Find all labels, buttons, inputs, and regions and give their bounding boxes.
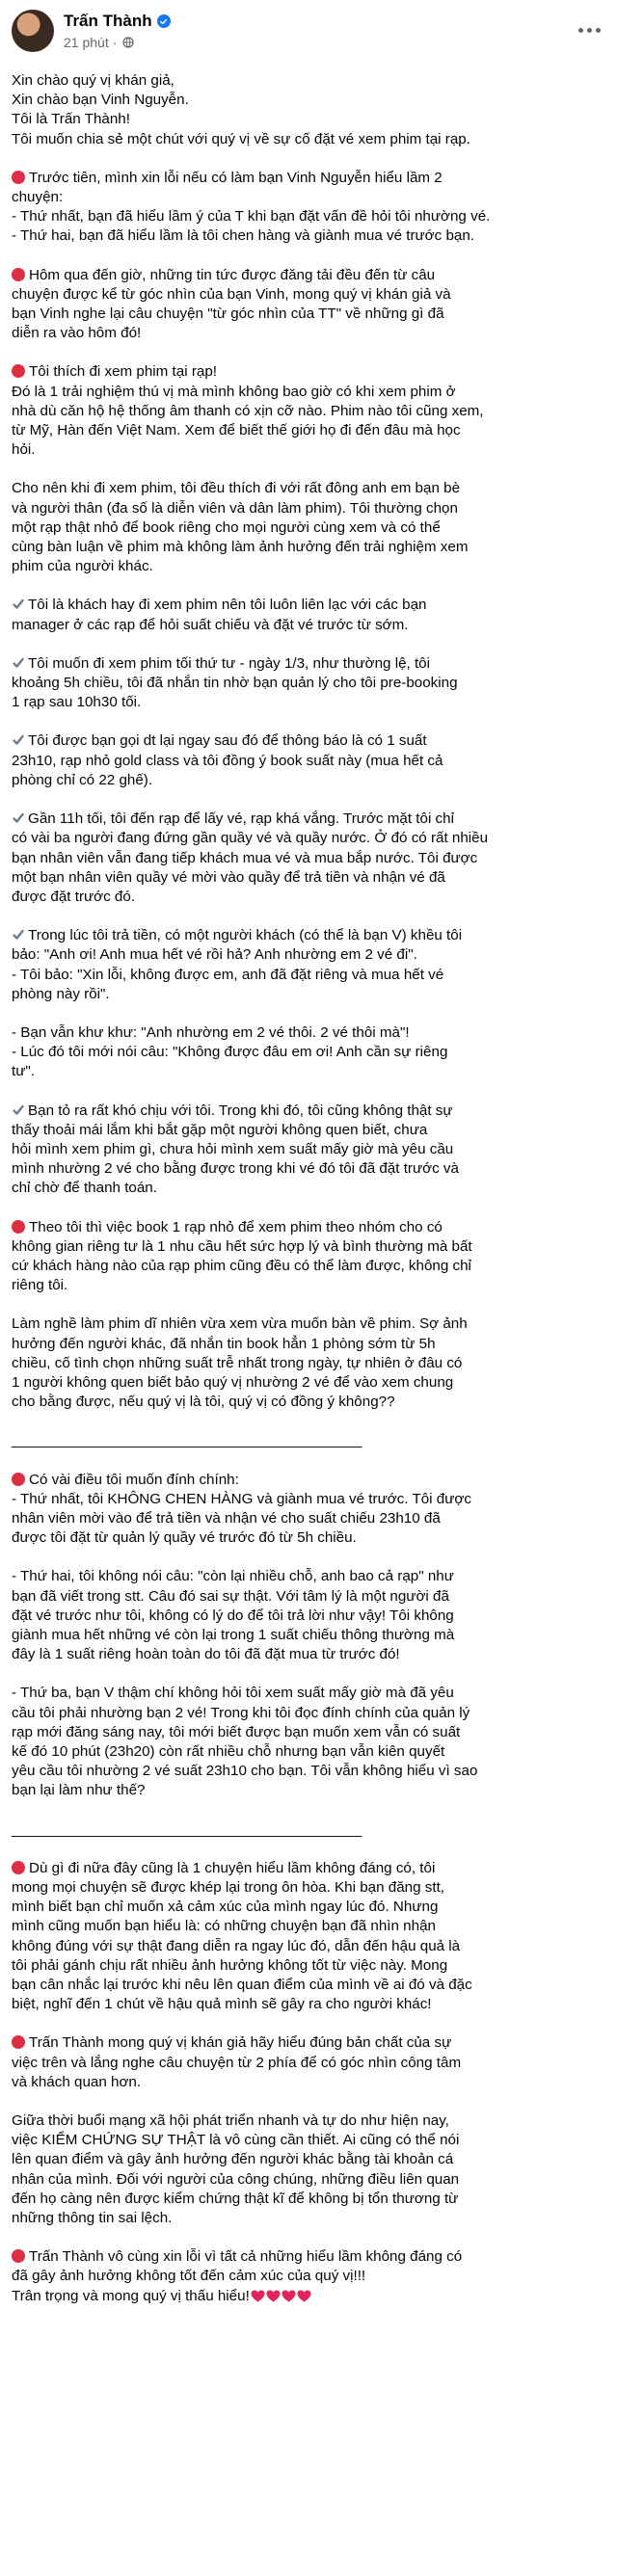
text-line: một bạn nhân viên quầy vé mời vào quầy để trả tiền và nhận vé đã bbox=[12, 868, 445, 886]
text-line: đến họ càng nên được kiểm chứng thật kĩ để không bị tổn thương từ bbox=[12, 2190, 459, 2207]
text-line: phòng chỉ có 22 ghế). bbox=[12, 771, 153, 788]
text-line bbox=[12, 169, 605, 188]
post-header bbox=[12, 10, 605, 71]
post-paragraph bbox=[12, 1315, 605, 1412]
text-line: hỏi. bbox=[12, 441, 36, 459]
line-text: Tôi thích đi xem phim tại rạp! bbox=[29, 363, 217, 381]
text-line: Cho nên khi đi xem phim, tôi đều thích đi với rất đông anh em bạn bè bbox=[12, 480, 461, 497]
text-line: yêu cầu tôi nhường 2 vé suất 23h10 cho bạn. Tôi vẫn không hiểu vì sao bbox=[12, 1763, 478, 1780]
text-line: mình cũng muốn bạn hiểu là: có những chuyện bạn đã nhìn nhận bbox=[12, 1918, 436, 1935]
post-paragraph bbox=[12, 2111, 605, 2228]
text-line: nhân viên mời vào để trả tiền và nhận vé cho suất chiếu 23h10 đã bbox=[12, 1509, 441, 1527]
post-paragraph bbox=[12, 169, 605, 247]
text-line: được đặt trước đó. bbox=[12, 888, 136, 905]
red-circle-icon bbox=[12, 1473, 25, 1486]
author-name[interactable]: Trấn Thành bbox=[64, 12, 152, 30]
text-line: cho bằng được, nếu quý vị là tôi, quý vị có đồng ý không?? bbox=[12, 1394, 395, 1411]
line-text: Trước tiên, mình xin lỗi nếu có làm bạn Vinh Nguyễn hiểu lầm 2 bbox=[29, 169, 443, 186]
author-info bbox=[12, 10, 171, 52]
text-line: việc trên và lắng nghe câu chuyện từ 2 phía để có góc nhìn công tâm bbox=[12, 2054, 462, 2071]
text-line: Giữa thời buổi mạng xã hội phát triển nhanh và tự do như hiện nay, bbox=[12, 2112, 449, 2130]
line-text: Hôm qua đến giờ, những tin tức được đăng tải đều đến từ câu bbox=[29, 266, 436, 283]
post-paragraph bbox=[12, 2033, 605, 2092]
line-text: Tôi là khách hay đi xem phim nên tôi luôn liên lạc với các bạn bbox=[28, 597, 427, 614]
text-line: diễn ra vào hôm đó! bbox=[12, 325, 142, 342]
text-line bbox=[12, 654, 605, 674]
text-line: - Thứ nhất, bạn đã hiểu lầm ý của T khi bạn đặt vấn đề hỏi tôi nhường vé. bbox=[12, 208, 491, 226]
post-paragraph bbox=[12, 596, 605, 634]
text-line: kế đó 10 phút (23h20) còn rất nhiều chỗ nhưng bạn vẫn kiên quyết bbox=[12, 1743, 445, 1761]
text-line bbox=[12, 731, 605, 751]
author-block bbox=[64, 12, 171, 50]
post-paragraph bbox=[12, 71, 605, 149]
text-line: riêng tôi. bbox=[12, 1277, 68, 1294]
text-line: bạn nhân viên vẫn đang tiếp khách mua vé và mua bắp nước. Tôi được bbox=[12, 849, 478, 866]
post-content bbox=[12, 71, 605, 2308]
text-line: phòng này rồi". bbox=[12, 985, 110, 1002]
check-mark-icon bbox=[12, 733, 25, 747]
text-line: - Lúc đó tôi mới nói câu: "Không được đâu em ơi! Anh cần sự riêng bbox=[12, 1044, 448, 1061]
line-text: Theo tôi thì việc book 1 rạp nhỏ để xem phim theo nhóm cho có bbox=[29, 1218, 443, 1235]
text-line: - Thứ ba, bạn V thậm chí không hỏi tôi xem suất mấy giờ mà đã yêu bbox=[12, 1685, 454, 1702]
red-circle-icon bbox=[12, 1861, 25, 1874]
section-divider bbox=[12, 1820, 605, 1840]
text-line: biệt, nghĩ đến 1 chút về hậu quả mình sẽ gây ra cho người khác! bbox=[12, 1996, 432, 2013]
post-meta bbox=[64, 35, 171, 50]
post-paragraph bbox=[12, 1218, 605, 1296]
text-line: cầu tôi phải nhường bạn 2 vé! Trong khi tôi đọc đính chính của quản lý bbox=[12, 1704, 470, 1721]
text-line: đã gây ảnh hưởng không tốt đến cảm xúc của quý vị!!! bbox=[12, 2268, 366, 2285]
text-line: manager ở các rạp để hỏi suất chiếu và đặt vé trước từ sớm. bbox=[12, 616, 409, 633]
text-line: bạn đã viết trong stt. Câu đó sai sự thật. Với tâm lý là một người đã bbox=[12, 1587, 449, 1605]
text-line: chuyện được kể từ góc nhìn của bạn Vinh, mong quý vị khán giả và bbox=[12, 285, 451, 303]
author-row bbox=[64, 12, 171, 31]
text-line bbox=[12, 1004, 605, 1023]
red-heart-icon bbox=[251, 2289, 265, 2302]
text-line bbox=[12, 1471, 605, 1490]
text-line: - Thứ hai, bạn đã hiểu lầm là tôi chen hàng và giành mua vé trước bạn. bbox=[12, 227, 475, 245]
text-line: chỉ chờ để thanh toán. bbox=[12, 1180, 157, 1197]
red-circle-icon bbox=[12, 171, 25, 184]
post-paragraph bbox=[12, 731, 605, 790]
text-line bbox=[12, 596, 605, 615]
text-line bbox=[12, 1102, 605, 1121]
text-line bbox=[12, 1218, 605, 1237]
line-text: Trấn Thành mong quý vị khán giả hãy hiểu đúng bản chất của sự bbox=[29, 2034, 452, 2052]
text-line: - Thứ hai, tôi không nói câu: "còn lại nhiều chỗ, anh bao cả rạp" như bbox=[12, 1568, 454, 1585]
verified-badge-icon bbox=[157, 14, 171, 28]
text-line: ___________________________________________ bbox=[12, 1432, 362, 1449]
text-line: đặt vé trước như tôi, không có lý do để tôi trả lời như vậy! Tôi không bbox=[12, 1607, 454, 1624]
text-line: nhà dù căn hộ hệ thống âm thanh có xịn cỡ nào. Phim nào tôi cũng xem, bbox=[12, 402, 484, 419]
post-paragraph bbox=[12, 362, 605, 460]
text-line: và khách quan hơn. bbox=[12, 2073, 142, 2090]
post-paragraph bbox=[12, 2247, 605, 2308]
text-line: một rạp thật nhỏ để book riêng cho mọi người cùng xem và có thể bbox=[12, 518, 441, 536]
text-line: bạn Vinh nghe lại câu chuyện "từ góc nhìn của TT" về những gì đã bbox=[12, 305, 444, 323]
red-heart-icon bbox=[297, 2289, 311, 2302]
text-line: chuyện: bbox=[12, 189, 64, 206]
post-paragraph bbox=[12, 479, 605, 576]
text-line: bạn cân nhắc lại trước khi nêu lên quan điểm của mình về ai đó và đặc bbox=[12, 1977, 472, 1994]
line-text: Bạn tỏ ra rất khó chịu với tôi. Trong khi đó, tôi cũng không thật sự bbox=[28, 1102, 453, 1119]
post-time[interactable]: 21 phút bbox=[64, 35, 109, 50]
red-circle-icon bbox=[12, 2035, 25, 2049]
section-divider bbox=[12, 1431, 605, 1450]
text-line: việc KIỂM CHỨNG SỰ THẬT là vô cùng cần thiết. Ai cũng có thể nói bbox=[12, 2132, 460, 2149]
text-line: 1 rạp sau 10h30 tối. bbox=[12, 694, 142, 711]
text-line: những thông tin sai lệch. bbox=[12, 2210, 173, 2227]
meta-separator: · bbox=[112, 35, 118, 50]
text-line: bạn lại làm như thế? bbox=[12, 1782, 146, 1799]
line-text: Có vài điều tôi muốn đính chính: bbox=[29, 1471, 239, 1488]
avatar[interactable] bbox=[12, 10, 54, 52]
text-line bbox=[12, 1548, 605, 1567]
text-line: thấy thoải mái lắm khi bắt gặp một người không quen biết, chưa bbox=[12, 1121, 428, 1138]
text-line: hỏi mình xem phim gì, chưa hỏi mình xem suất mấy giờ mà yêu cầu bbox=[12, 1140, 454, 1157]
text-line: - Thứ nhất, tôi KHÔNG CHEN HÀNG và giành mua vé trước. Tôi được bbox=[12, 1490, 471, 1507]
line-text: Dù gì đi nữa đây cũng là 1 chuyện hiểu lầm không đáng có, tôi bbox=[29, 1859, 436, 1876]
text-line: giành mua hết những vé còn lại trong 1 suất chiếu thông thường mà bbox=[12, 1627, 455, 1643]
post-paragraph bbox=[12, 266, 605, 344]
text-line bbox=[12, 810, 605, 829]
check-mark-icon bbox=[12, 811, 25, 825]
line-text: Trấn Thành vô cùng xin lỗi vì tất cả những hiểu lầm không đáng có bbox=[29, 2248, 463, 2266]
line-text: Trân trọng và mong quý vị thấu hiểu! bbox=[12, 2287, 250, 2304]
text-line: lên quan điểm và gây ảnh hưởng đến người khác bằng tài khoản cá bbox=[12, 2151, 454, 2168]
hearts-group bbox=[250, 2289, 311, 2308]
text-line: Xin chào quý vị khán giả, bbox=[12, 72, 174, 89]
red-heart-icon bbox=[282, 2289, 296, 2302]
text-line: đây là 1 suất riêng hoàn toàn do tôi đã đặt mua từ trước đó! bbox=[12, 1646, 400, 1663]
text-line: hưởng đến người khác, đã nhắn tin book hẳn 1 phòng sớm từ 5h bbox=[12, 1335, 436, 1352]
text-line: được tôi đặt từ quản lý quầy vé trước đó từ 5h chiều. bbox=[12, 1529, 357, 1547]
text-line: - Bạn vẫn khư khư: "Anh nhường em 2 vé thôi. 2 vé thôi mà"! bbox=[12, 1023, 410, 1041]
text-line bbox=[12, 1859, 605, 1878]
globe-icon bbox=[122, 37, 134, 48]
text-line: mình nhường 2 vé cho bằng được trong khi vé đó tôi đã đặt trước và bbox=[12, 1160, 459, 1178]
red-circle-icon bbox=[12, 1220, 25, 1234]
text-line: Đó là 1 trải nghiệm thú vị mà mình không bao giờ có khi xem phim ở bbox=[12, 383, 456, 400]
line-text: Gần 11h tối, tôi đến rạp để lấy vé, rạp khá vắng. Trước mặt tôi chỉ bbox=[28, 810, 454, 828]
check-mark-icon bbox=[12, 598, 25, 611]
line-text: Tôi được bạn gọi dt lại ngay sau đó để thông báo là có 1 suất bbox=[28, 732, 427, 750]
text-line: chiều, cố tình chọn những suất trễ nhất trong ngày, tự nhiên ở đâu có bbox=[12, 1354, 463, 1371]
post-paragraph bbox=[12, 1471, 605, 1801]
text-line: tư". bbox=[12, 1063, 35, 1080]
text-line bbox=[12, 362, 605, 382]
red-circle-icon bbox=[12, 2249, 25, 2263]
text-line: mong mọi chuyện sẽ được khép lại trong ôn hòa. Khi bạn đăng stt, bbox=[12, 1879, 445, 1897]
text-line: Làm nghề làm phim dĩ nhiên vừa xem vừa muốn bàn về phim. Sợ ảnh bbox=[12, 1315, 468, 1333]
post-paragraph bbox=[12, 926, 605, 1081]
text-line: khoảng 5h chiều, tôi đã nhắn tin nhờ bạn quản lý cho tôi pre-booking bbox=[12, 675, 458, 692]
text-line: không gian riêng tư là 1 nhu cầu hết sức hợp lý và bình thường mà bất bbox=[12, 1237, 472, 1255]
check-mark-icon bbox=[12, 928, 25, 942]
text-line bbox=[12, 266, 605, 285]
text-line: phim của người khác. bbox=[12, 558, 153, 575]
text-line: mình biết bạn chỉ muốn xả cảm xúc của mình ngay lúc đó. Nhưng bbox=[12, 1899, 439, 1916]
text-line: Tôi là Trấn Thành! bbox=[12, 111, 130, 128]
post-paragraph bbox=[12, 1859, 605, 2015]
text-line bbox=[12, 1664, 605, 1684]
text-line bbox=[12, 926, 605, 945]
text-line: bảo: "Anh ơi! Anh mua hết vé rồi hả? Anh nhường em 2 vé đi". bbox=[12, 946, 417, 964]
text-line: và người thân (đa số là diễn viên và dân làm phim). Tôi thường chọn bbox=[12, 499, 458, 517]
text-line: nhân của mình. Đối với người của công chúng, những điều liên quan bbox=[12, 2170, 460, 2188]
text-line bbox=[12, 2287, 605, 2308]
more-options-icon[interactable] bbox=[573, 13, 605, 46]
red-circle-icon bbox=[12, 364, 25, 378]
post-paragraph bbox=[12, 654, 605, 713]
text-line: - Tôi bảo: "Xin lỗi, không được em, anh đã đặt riêng và mua hết vé bbox=[12, 966, 444, 983]
line-text: Trong lúc tôi trả tiền, có một người khách (có thể là bạn V) khều tôi bbox=[28, 927, 463, 944]
red-heart-icon bbox=[266, 2289, 281, 2302]
line-text: Tôi muốn đi xem phim tối thứ tư - ngày 1/3, như thường lệ, tôi bbox=[28, 654, 431, 672]
text-line: Xin chào bạn Vinh Nguyễn. bbox=[12, 92, 189, 109]
text-line: không đúng với sự thật đang diễn ra ngay lúc đó, dẫn đến hậu quả là bbox=[12, 1937, 461, 1954]
post-paragraph bbox=[12, 810, 605, 907]
text-line bbox=[12, 2033, 605, 2053]
text-line: 23h10, rạp nhỏ gold class và tôi đồng ý book suất này (mua hết cả bbox=[12, 752, 443, 769]
red-circle-icon bbox=[12, 268, 25, 281]
text-line: có vài ba người đang đứng gần quầy vé và quầy nước. Ở đó có rất nhiều bbox=[12, 830, 489, 847]
text-line: Tôi muốn chia sẻ một chút với quý vị về sự cố đặt vé xem phim tại rạp. bbox=[12, 130, 470, 147]
text-line: cùng bàn luận về phim mà không làm ảnh hưởng đến trải nghiệm xem bbox=[12, 539, 469, 556]
text-line: tôi phải gánh chịu rất nhiều ảnh hưởng không tốt từ việc này. Mong bbox=[12, 1956, 448, 1974]
post-paragraph bbox=[12, 1102, 605, 1199]
check-mark-icon bbox=[12, 656, 25, 670]
text-line: rạp mới đăng sáng nay, tôi mới biết được bạn muốn xem vẫn có suất bbox=[12, 1723, 461, 1740]
text-line bbox=[12, 2247, 605, 2267]
text-line: cứ khách hàng nào của rạp phim cũng đều có thể làm được, không chỉ bbox=[12, 1257, 471, 1274]
check-mark-icon bbox=[12, 1103, 25, 1117]
text-line: ___________________________________________ bbox=[12, 1820, 362, 1838]
text-line: từ Mỹ, Hàn đến Việt Nam. Xem để biết thế giới họ đi đến đâu mà học bbox=[12, 422, 461, 439]
text-line: 1 người không quen biết bảo quý vị nhường 2 vé để vào xem chung bbox=[12, 1373, 454, 1391]
